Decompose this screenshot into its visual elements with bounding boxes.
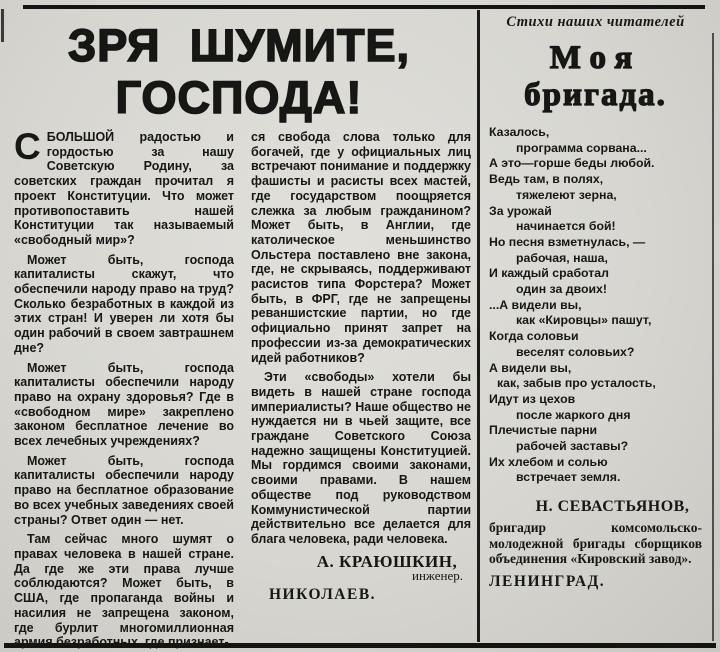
left-edge-mark xyxy=(1,9,4,42)
poem-line: один за двоих! xyxy=(516,282,607,297)
poem-line: Казалось, xyxy=(489,125,550,139)
article-headline xyxy=(10,20,468,124)
author-city: НИКОЛАЕВ. xyxy=(269,586,377,604)
paragraph: Может быть, господа капиталисты обеспечили народу право на охрану здоровья? Где в «свободном мире» закреплено законом бесплатное лечение во всех лечебных учреждениях? xyxy=(14,360,234,449)
poem-line: программа сорвана... xyxy=(516,140,647,155)
column-divider-rule xyxy=(477,10,480,642)
paragraph: Может быть, господа капиталисты обеспечили народу право на бесплатное образование во всех учебных заведениях своей страны? Ответ один — нет. xyxy=(14,453,234,527)
author-role: инженер. xyxy=(412,568,463,584)
article-column-2 xyxy=(251,130,471,652)
article-body xyxy=(14,126,471,652)
author-name: А. КРАЮШКИН, xyxy=(316,551,458,571)
poem-line: Но песня взметнулась, — xyxy=(489,234,646,249)
poem-line: Их хлебом и солью xyxy=(489,454,608,469)
poem-line: веселят соловьих? xyxy=(516,344,635,359)
poem-rubric: Стихи наших читателей xyxy=(506,14,685,30)
poem-line: А видели вы, xyxy=(489,360,572,375)
poem-line: тяжелеют зерна, xyxy=(516,187,617,202)
poem-line: встречает земля. xyxy=(516,470,621,485)
poem-line: как, забыв про усталость, xyxy=(497,376,656,391)
poem-line: Ведь там, в полях, xyxy=(489,172,604,187)
poem-line: рабочей заставы? xyxy=(516,439,629,454)
poem-signature xyxy=(489,498,702,591)
poem-line: Когда соловьи xyxy=(489,329,579,344)
article-column-1 xyxy=(14,126,234,652)
poem-author-name: Н. СЕВАСТЬЯНОВ, xyxy=(535,498,690,516)
paragraph: Там сейчас много шумят о правах человека в нашей стране. Да где же эти права лучше соблюдаются? Может быть, в США, где пропаганда войны и насилия не запрещена законом, где бурлит многомиллионная армия безработных, где признает- xyxy=(14,532,234,650)
paragraph xyxy=(14,126,234,248)
poem-line: А это—горше беды любой. xyxy=(489,156,655,171)
poem-column xyxy=(489,14,702,591)
poem-line: рабочая, наша, xyxy=(516,250,608,265)
paragraph: Может быть, господа капиталисты скажут, что обеспечили народу право на труд? Сколько безработных в каждой из этих стран! И уверен ли хотя бы один рабочий в своем завтрашнем дне? xyxy=(14,252,234,355)
top-rule xyxy=(23,5,705,9)
headline-line-2: ГОСПОДА! xyxy=(115,72,363,123)
poem-line: Плечистые парни xyxy=(489,423,598,438)
headline-line-1: ЗРЯ ШУМИТЕ, xyxy=(68,20,410,71)
poem-author-city: ЛЕНИНГРАД. xyxy=(489,572,606,590)
paragraph-text: БОЛЬШОЙ радостью и гордостью за нашу Советскую Родину, за советских граждан прочитал я проект Конституции. Что может противопоставить нашей Конституции так называемый «свободный мир»? xyxy=(14,130,234,247)
poem-line: как «Кировцы» пашут, xyxy=(516,313,652,328)
poem-title-line-1: Моя xyxy=(549,40,642,76)
poem-title xyxy=(489,40,702,114)
paragraph: Эти «свободы» хотели бы видеть в нашей стране господа империалисты? Наше общество не нуждается ни в чьей защите, все граждане Советского Союза надежно защищены Конституцией. Мы гордимся своими законами, своими правами. В нашем обществе под руководством Коммунистической партии действительно все делается для блага человека, ради человека. xyxy=(251,370,471,546)
poem-line: И каждый сработал xyxy=(489,266,609,281)
poem-line: начинается бой! xyxy=(516,219,616,234)
poem-author-description: бригадир комсомольско-молодежной бригады сборщиков объединения «Кировский завод». xyxy=(489,520,702,567)
poem-body xyxy=(489,125,702,486)
article-signature xyxy=(251,551,471,604)
drop-cap: С xyxy=(14,126,41,167)
right-edge-rule xyxy=(712,33,714,641)
poem-line: ...А видели вы, xyxy=(489,297,582,312)
poem-line: Идут из цехов xyxy=(489,391,576,406)
poem-line: За урожай xyxy=(489,203,552,218)
poem-line: после жаркого дня xyxy=(516,407,631,422)
poem-title-line-2: бригада. xyxy=(524,77,667,113)
paragraph: ся свобода слова только для богачей, где у официальных лиц встречают понимание и поддержку фашисты и расисты всех мастей, где государством поощряется слежка за любым гражданином? Может быть, в Англии, где католическое меньшинство Ольстера поставлено вне закона, где, не скрываясь, поддерживают расистов типа Форстера? Может быть, в ФРГ, где не запрещены реваншистские партии, но где официально принят запрет на профессии из-за демократических идей работников? xyxy=(251,130,471,365)
